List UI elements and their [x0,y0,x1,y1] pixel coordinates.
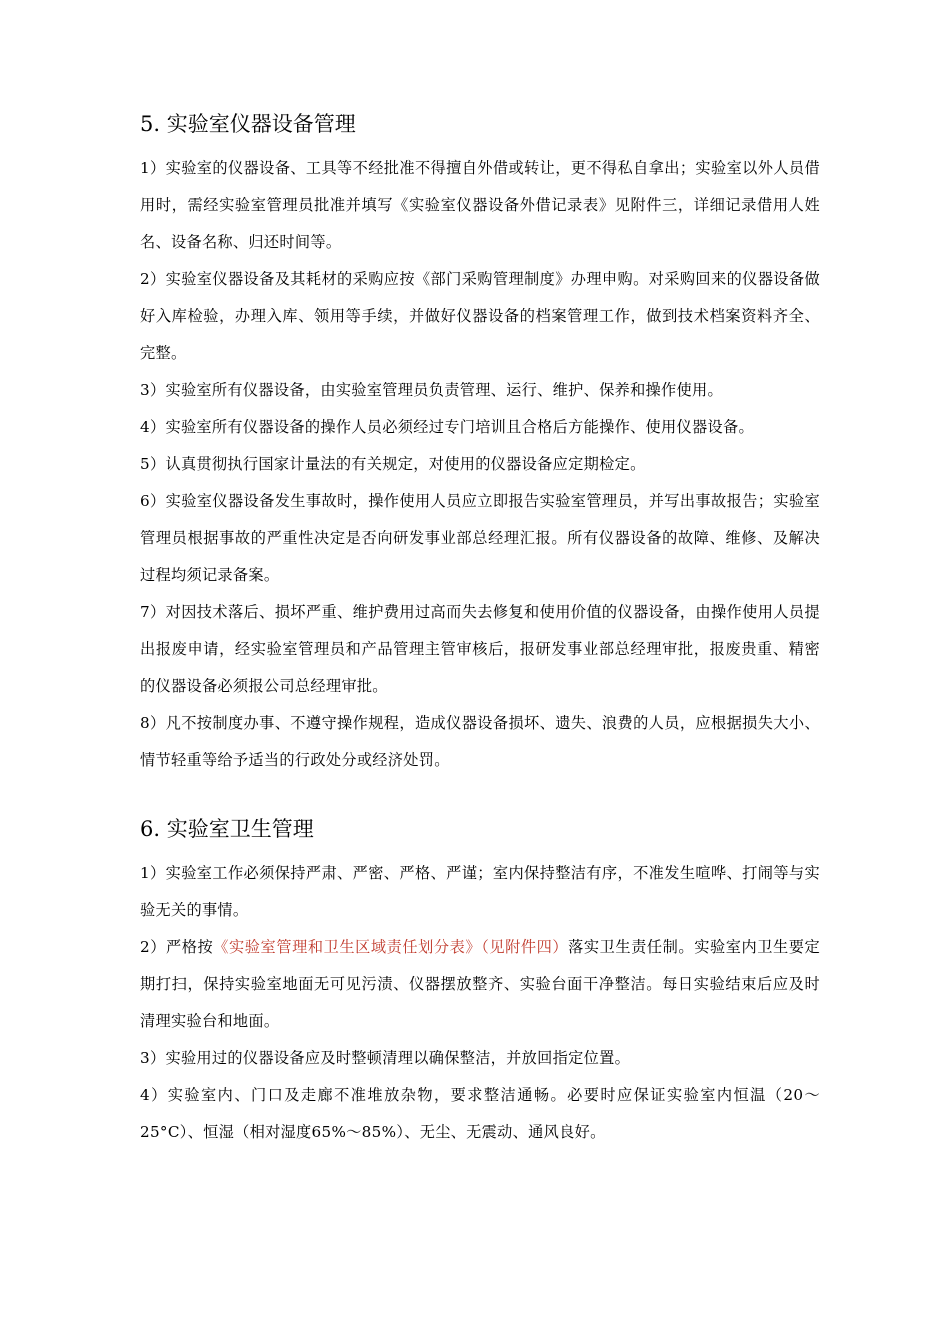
document-page [140,104,820,1151]
responsibility-table-reference: 《实验室管理和卫生区域责任划分表》（见附件四） [213,938,569,956]
section-5-paragraph-8: 8）凡不按制度办事、不遵守操作规程，造成仪器设备损坏、遗失、浪费的人员，应根据损失大小、情节轻重等给予适当的行政处分或经济处罚。 [140,714,820,769]
section-5-paragraph-5: 5）认真贯彻执行国家计量法的有关规定，对使用的仪器设备应定期检定。 [140,455,646,473]
section-6-paragraph-3: 3）实验用过的仪器设备应及时整顿清理以确保整洁，并放回指定位置。 [140,1049,631,1067]
section-5-paragraph-3: 3）实验室所有仪器设备，由实验室管理员负责管理、运行、维护、保养和操作使用。 [140,381,723,399]
section-5-paragraph-2: 2）实验室仪器设备及其耗材的采购应按《部门采购管理制度》办理申购。对采购回来的仪器设备做好入库检验，办理入库、领用等手续，并做好仪器设备的档案管理工作，做到技术档案资料齐全、完整。 [140,270,820,362]
paragraph-2-prefix: 2）严格按 [140,938,214,956]
section-6-paragraph-4: 4）实验室内、门口及走廊不准堆放杂物，要求整洁通畅。必要时应保证实验室内恒温（20～25°C）、恒湿（相对湿度65%～85%）、无尘、无震动、通风良好。 [140,1086,820,1141]
section-6-paragraph-1: 1）实验室工作必须保持严肃、严密、严格、严谨；室内保持整洁有序，不准发生喧哗、打闹等与实验无关的事情。 [140,864,820,919]
paragraph-2-suffix: 落实卫生责任制。实验室内卫生要定期打扫，保持实验室地面无可见污渍、仪器摆放整齐、实验台面干净整洁。每日实验结束后应及时清理实验台和地面。 [140,938,820,1030]
section-5-paragraph-6: 6）实验室仪器设备发生事故时，操作使用人员应立即报告实验室管理员，并写出事故报告；实验室管理员根据事故的严重性决定是否向研发事业部总经理汇报。所有仪器设备的故障、维修、及解决过程均须记录备案。 [140,492,820,584]
section-5-paragraph-4: 4）实验室所有仪器设备的操作人员必须经过专门培训且合格后方能操作、使用仪器设备。 [140,418,754,436]
section-5-paragraph-7: 7）对因技术落后、损坏严重、维护费用过高而失去修复和使用价值的仪器设备，由操作使用人员提出报废申请，经实验室管理员和产品管理主管审核后，报研发事业部总经理审批，报废贵重、精密的仪器设备必须报公司总经理审批。 [140,603,820,695]
section-5-heading: 5. 实验室仪器设备管理 [140,112,356,136]
section-5-paragraph-1: 1）实验室的仪器设备、工具等不经批准不得擅自外借或转让，更不得私自拿出；实验室以外人员借用时，需经实验室管理员批准并填写《实验室仪器设备外借记录表》见附件三，详细记录借用人姓名、设备名称、归还时间等。 [140,159,820,251]
section-6-paragraph-2 [140,929,820,1040]
section-6-heading: 6. 实验室卫生管理 [140,817,314,841]
